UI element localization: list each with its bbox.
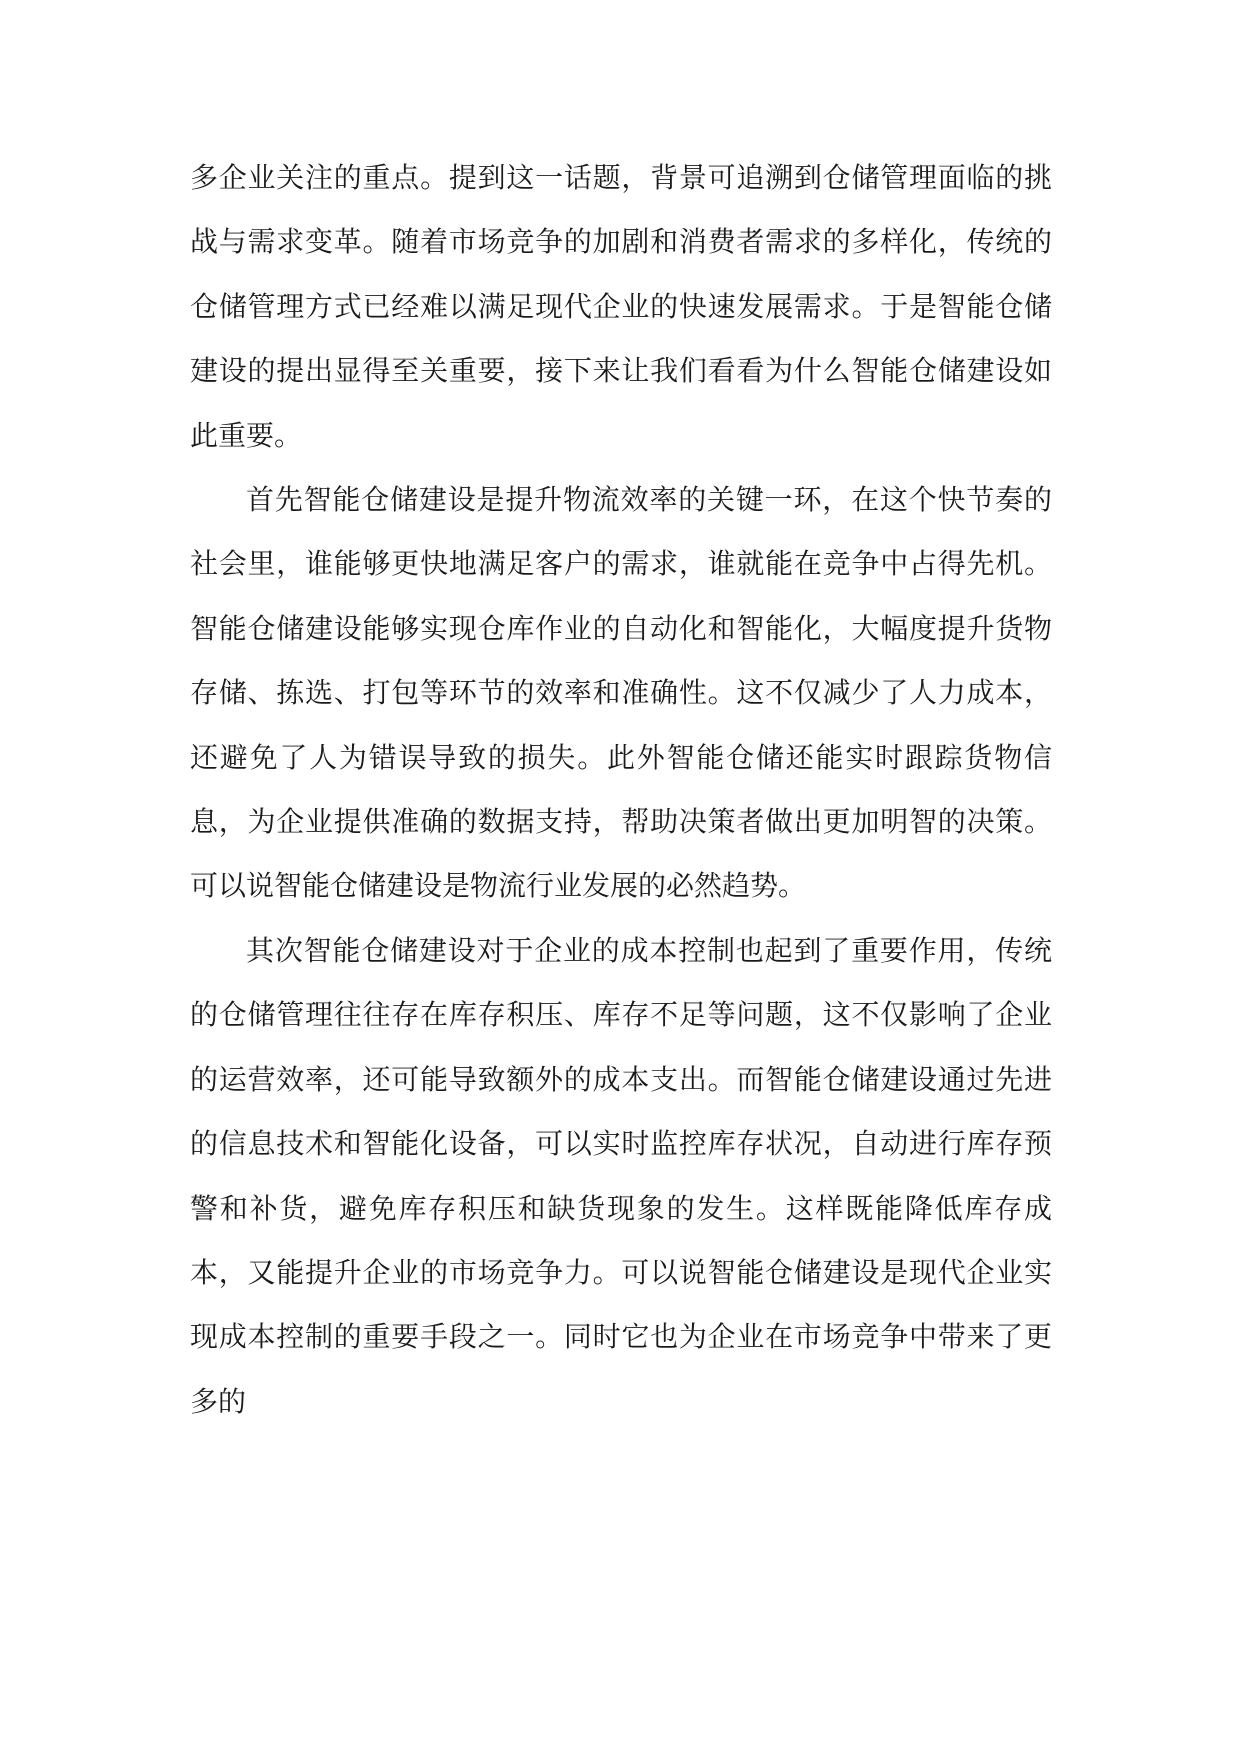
paragraph-efficiency: 首先智能仓储建设是提升物流效率的关键一环，在这个快节奏的社会里，谁能够更快地满足客户的需求，谁就能在竞争中占得先机。智能仓储建设能够实现仓库作业的自动化和智能化，大幅度提升货物存储、拣选、打包等环节的效率和准确性。这不仅减少了人力成本，还避免了人为错误导致的损失。此外智能仓储还能实时跟踪货物信息，为企业提供准确的数据支持，帮助决策者做出更加明智的决策。可以说智能仓储建设是物流行业发展的必然趋势。 (190, 483, 1052, 903)
body-text (190, 146, 1052, 1434)
paragraph-continuation: 多企业关注的重点。提到这一话题，背景可追溯到仓储管理面临的挑战与需求变革。随着市场竞争的加剧和消费者需求的多样化，传统的仓储管理方式已经难以满足现代企业的快速发展需求。于是智能仓储建设的提出显得至关重要，接下来让我们看看为什么智能仓储建设如此重要。 (190, 161, 1052, 452)
paragraph-cost-control: 其次智能仓储建设对于企业的成本控制也起到了重要作用，传统的仓储管理往往存在库存积压、库存不足等问题，这不仅影响了企业的运营效率，还可能导致额外的成本支出。而智能仓储建设通过先进的信息技术和智能化设备，可以实时监控库存状况，自动进行库存预警和补货，避免库存积压和缺货现象的发生。这样既能降低库存成本，又能提升企业的市场竞争力。可以说智能仓储建设是现代企业实现成本控制的重要手段之一。同时它也为企业在市场竞争中带来了更多的 (190, 933, 1052, 1418)
